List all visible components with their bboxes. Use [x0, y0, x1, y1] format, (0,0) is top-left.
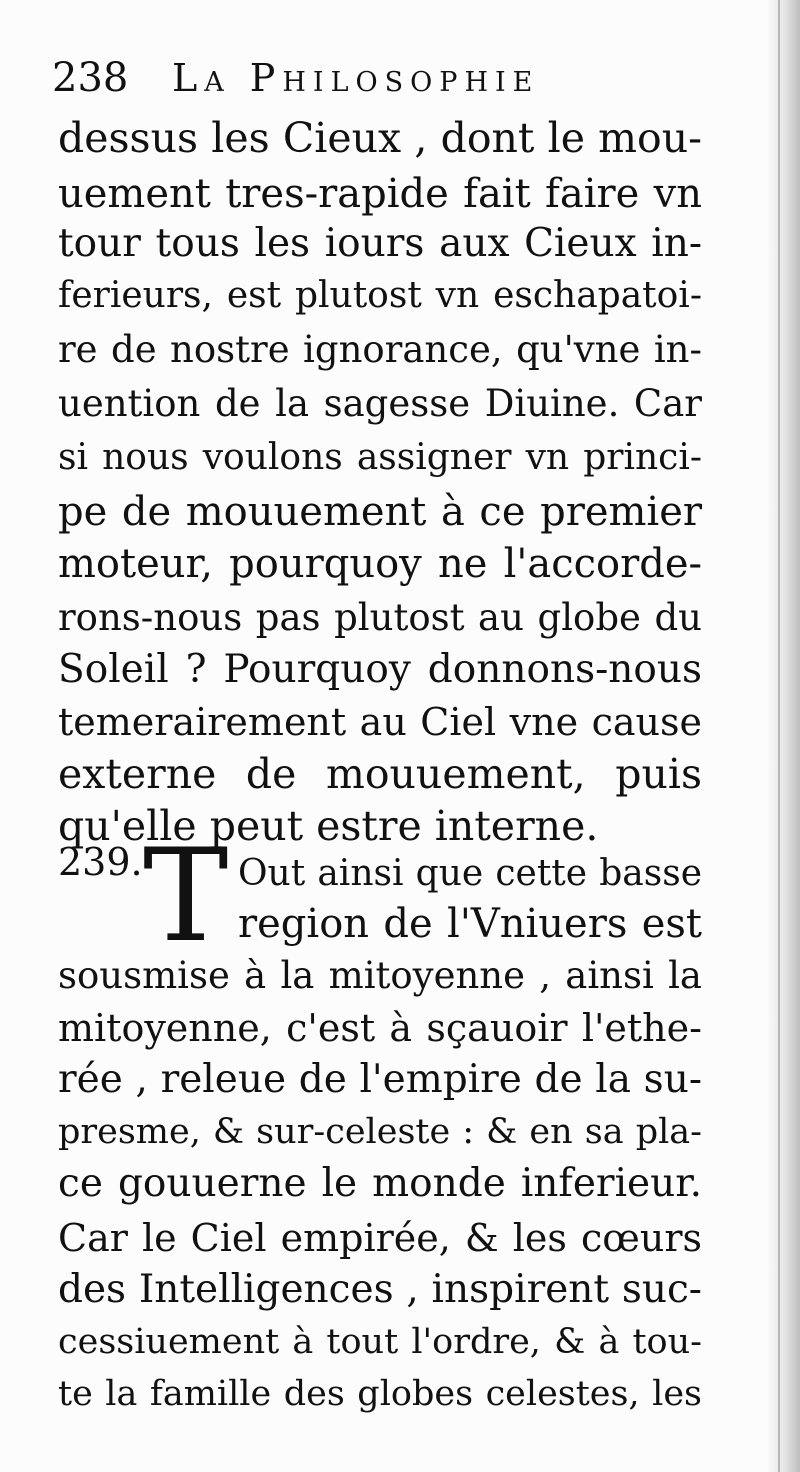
text-line: sousmise à la mitoyenne , ainsi la: [58, 954, 702, 997]
text-line: qu'elle peut estre interne.: [58, 802, 599, 850]
text-line: cessiuement à tout l'ordre, & à tou-: [58, 1322, 702, 1362]
text-line: moteur, pourquoy ne l'accorde-: [58, 541, 702, 587]
text-line: dessus les Cieux , dont le mou-: [58, 114, 702, 162]
text-line: Car le Ciel empirée, & les cœurs: [58, 1216, 702, 1260]
drop-cap: T: [143, 822, 229, 971]
text-line: Out ainsi que cette basse: [238, 853, 702, 894]
text-line: des Intelligences , inspirent suc-: [58, 1267, 702, 1312]
text-line: ce gouuerne le monde inferieur.: [58, 1161, 702, 1206]
text-line: te la famille des globes celestes, les: [58, 1374, 702, 1414]
text-line: temerairement au Ciel vne cause: [58, 700, 702, 744]
page-gutter-shadow: [766, 0, 800, 1472]
text-line: re de nostre ignorance, qu'vne in-: [58, 328, 702, 371]
text-line: si nous voulons assigner vn princi-: [58, 437, 702, 478]
text-line: rons-nous pas plutost au globe du: [58, 596, 702, 639]
page-number: 238: [52, 55, 129, 101]
running-head-title: La Philosophie: [172, 56, 540, 100]
page-gutter-line: [778, 0, 780, 1472]
text-line: presme, & sur-celeste : & en sa pla-: [58, 1112, 702, 1152]
text-line: region de l'Vniuers est: [238, 901, 702, 947]
text-line: Soleil ? Pourquoy donnons-nous: [58, 647, 702, 692]
running-head: [52, 48, 712, 108]
text-line: rée , releue de l'empire de la su-: [58, 1057, 702, 1102]
text-line: externe de mouuement, puis: [58, 750, 702, 798]
text-line: uement tres-rapide fait faire vn: [58, 171, 702, 217]
text-line: mitoyenne, c'est à sçauoir l'ethe-: [58, 1006, 702, 1050]
text-line: ferieurs, est plutost vn eschapatoi-: [58, 275, 702, 316]
text-line: tour tous les iours aux Cieux in-: [58, 221, 702, 266]
section-number: 239.: [58, 840, 143, 884]
text-line: pe de mouuement à ce premier: [58, 489, 702, 535]
text-line: uention de la sagesse Diuine. Car: [58, 382, 702, 425]
